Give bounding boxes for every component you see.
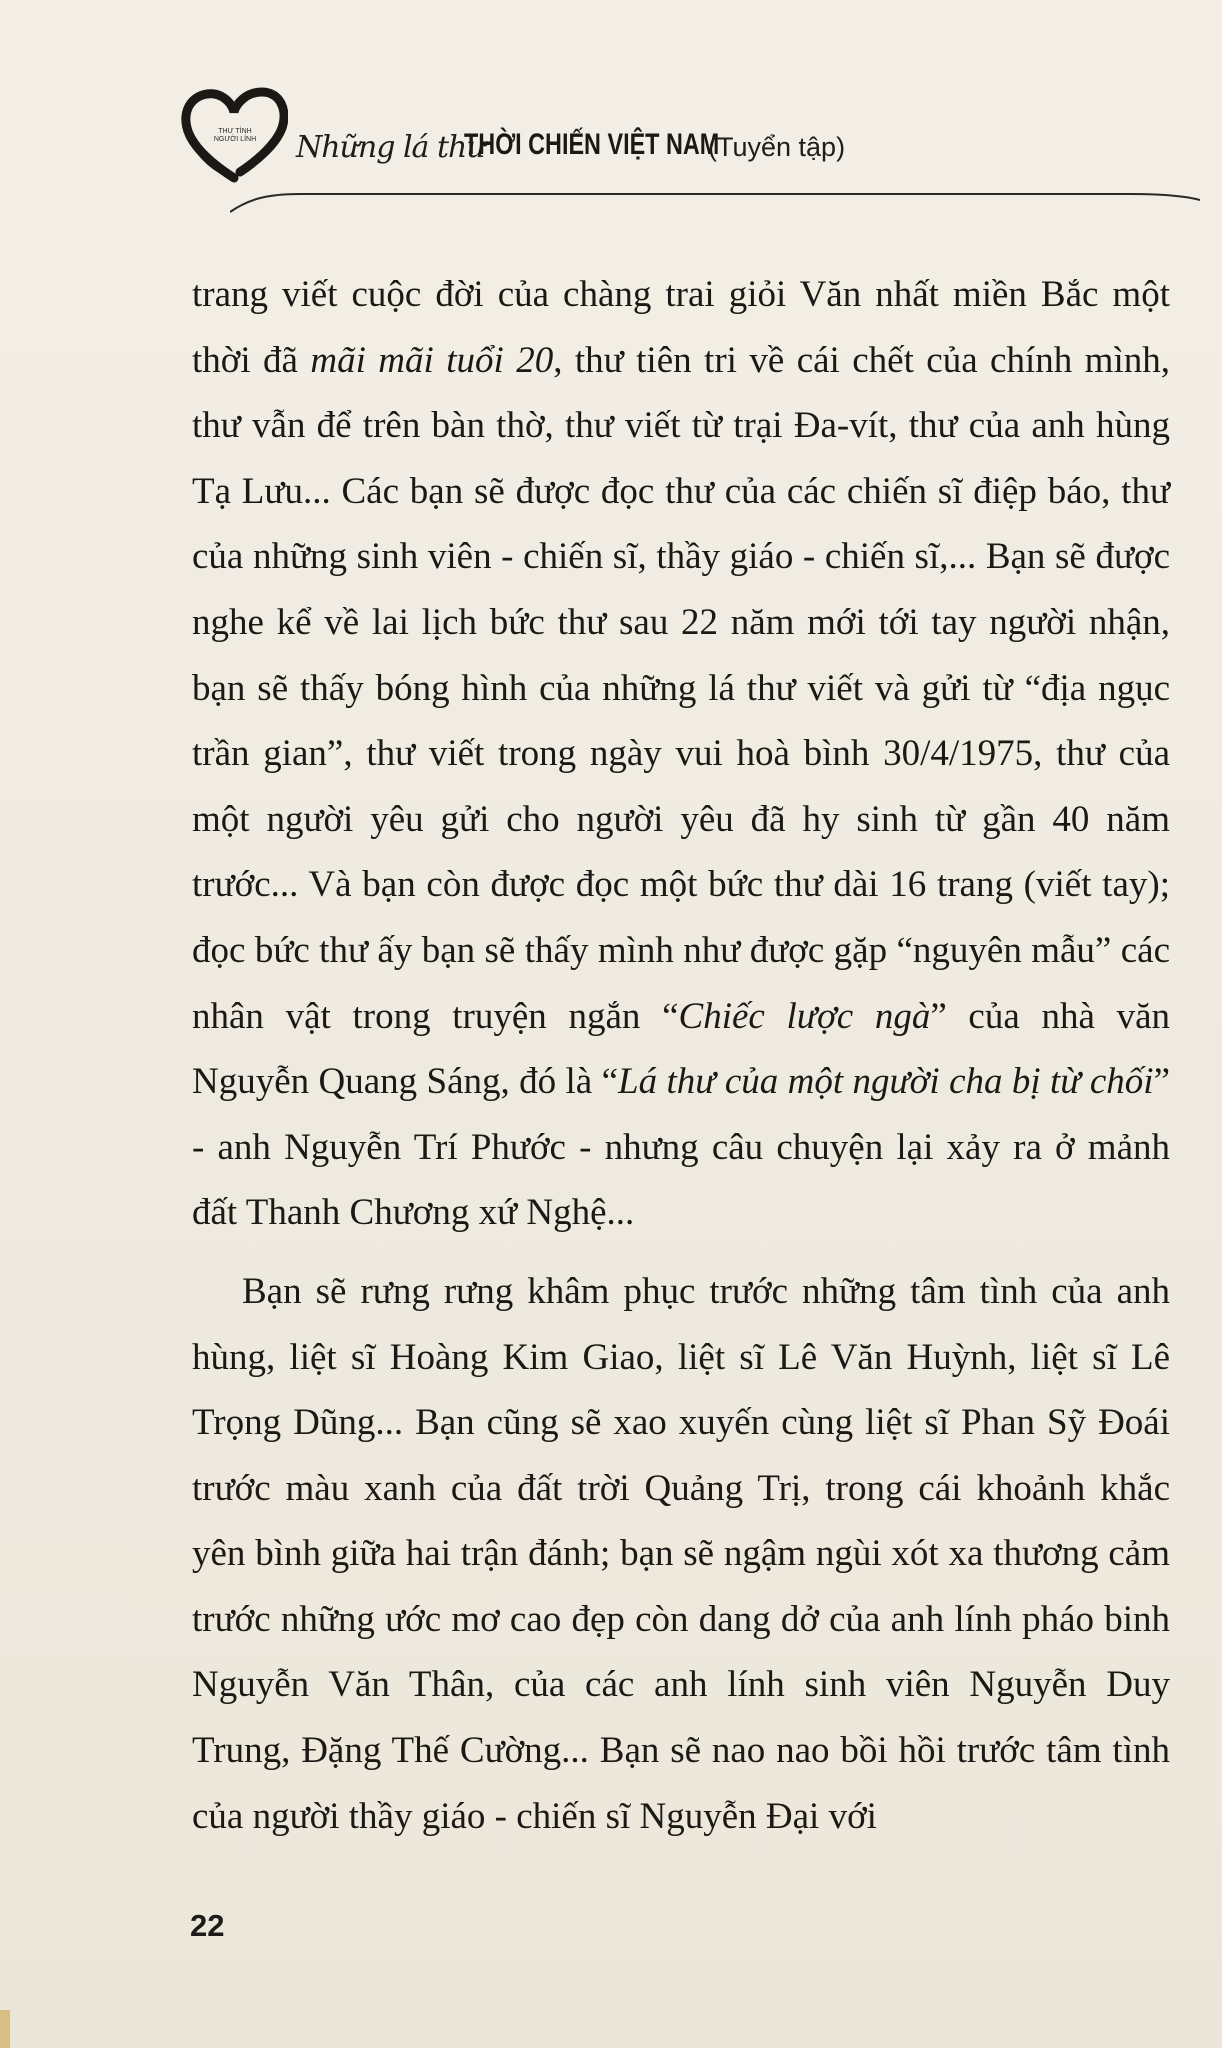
italic-story-title: Chiếc lược ngà bbox=[678, 995, 931, 1037]
paragraph-1: trang viết cuộc đời của chàng trai giỏi Văn nhất miền Bắc một thời đã mãi mãi tuổi 20, thư tiên tri về cái chết của chính mình, thư vẫn để trên bàn thờ, thư viết từ trại Đa-vít, thư của anh hùng Tạ Lưu... Các bạn sẽ được đọc thư của các chiến sĩ điệp báo, thư của những sinh viên - chiến sĩ, thầy giáo - chiến sĩ,... Bạn sẽ được nghe kể về lai lịch bức thư sau 22 năm mới tới tay người nhận, bạn sẽ thấy bóng hình của những lá thư viết và gửi từ “địa ngục trần gian”, thư viết trong ngày vui hoà bình 30/4/1975, thư của một người yêu gửi cho người yêu đã hy sinh từ gần 40 năm trước... Và bạn còn được đọc một bức thư dài 16 trang (viết tay); đọc bức thư ấy bạn sẽ thấy mình như được gặp “nguyên mẫu” các nhân vật trong truyện ngắn “Chiếc lược ngà” của nhà văn Nguyễn Quang Sáng, đó là “Lá thư của một người cha bị từ chối” - anh Nguyễn Trí Phước - nhưng câu chuyện lại xảy ra ở mảnh đất Thanh Chương xứ Nghệ... bbox=[192, 274, 1170, 1234]
header-subtitle: (Tuyển tập) bbox=[708, 132, 846, 162]
page-edge-mark bbox=[0, 2010, 10, 2048]
body-text bbox=[192, 262, 1170, 1849]
header-script-title: Những lá thư bbox=[296, 130, 485, 165]
italic-phrase: mãi mãi tuổi 20 bbox=[310, 339, 554, 381]
header-title: THỜI CHIẾN VIỆT NAM bbox=[464, 128, 720, 161]
page-number: 22 bbox=[190, 1908, 225, 1943]
header-rule bbox=[230, 178, 1200, 218]
paragraph-2: Bạn sẽ rưng rưng khâm phục trước những tâm tình của anh hùng, liệt sĩ Hoàng Kim Giao, liệt sĩ Lê Văn Huỳnh, liệt sĩ Lê Trọng Dũng... Bạn cũng sẽ xao xuyến cùng liệt sĩ Phan Sỹ Đoái trước màu xanh của đất trời Quảng Trị, trong cái khoảnh khắc yên bình giữa hai trận đánh; bạn sẽ ngậm ngùi xót xa thương cảm trước những ước mơ cao đẹp còn dang dở của anh lính pháo binh Nguyễn Văn Thân, của các anh lính sinh viên Nguyễn Duy Trung, Đặng Thế Cường... Bạn sẽ nao nao bồi hồi trước tâm tình của người thầy giáo - chiến sĩ Nguyễn Đại với bbox=[192, 1270, 1170, 1837]
italic-letter-title: Lá thư của một người cha bị từ chối bbox=[618, 1061, 1154, 1103]
running-header bbox=[180, 86, 1200, 206]
logo-text: THƯ TÌNH NGƯỜI LÍNH bbox=[213, 128, 257, 143]
